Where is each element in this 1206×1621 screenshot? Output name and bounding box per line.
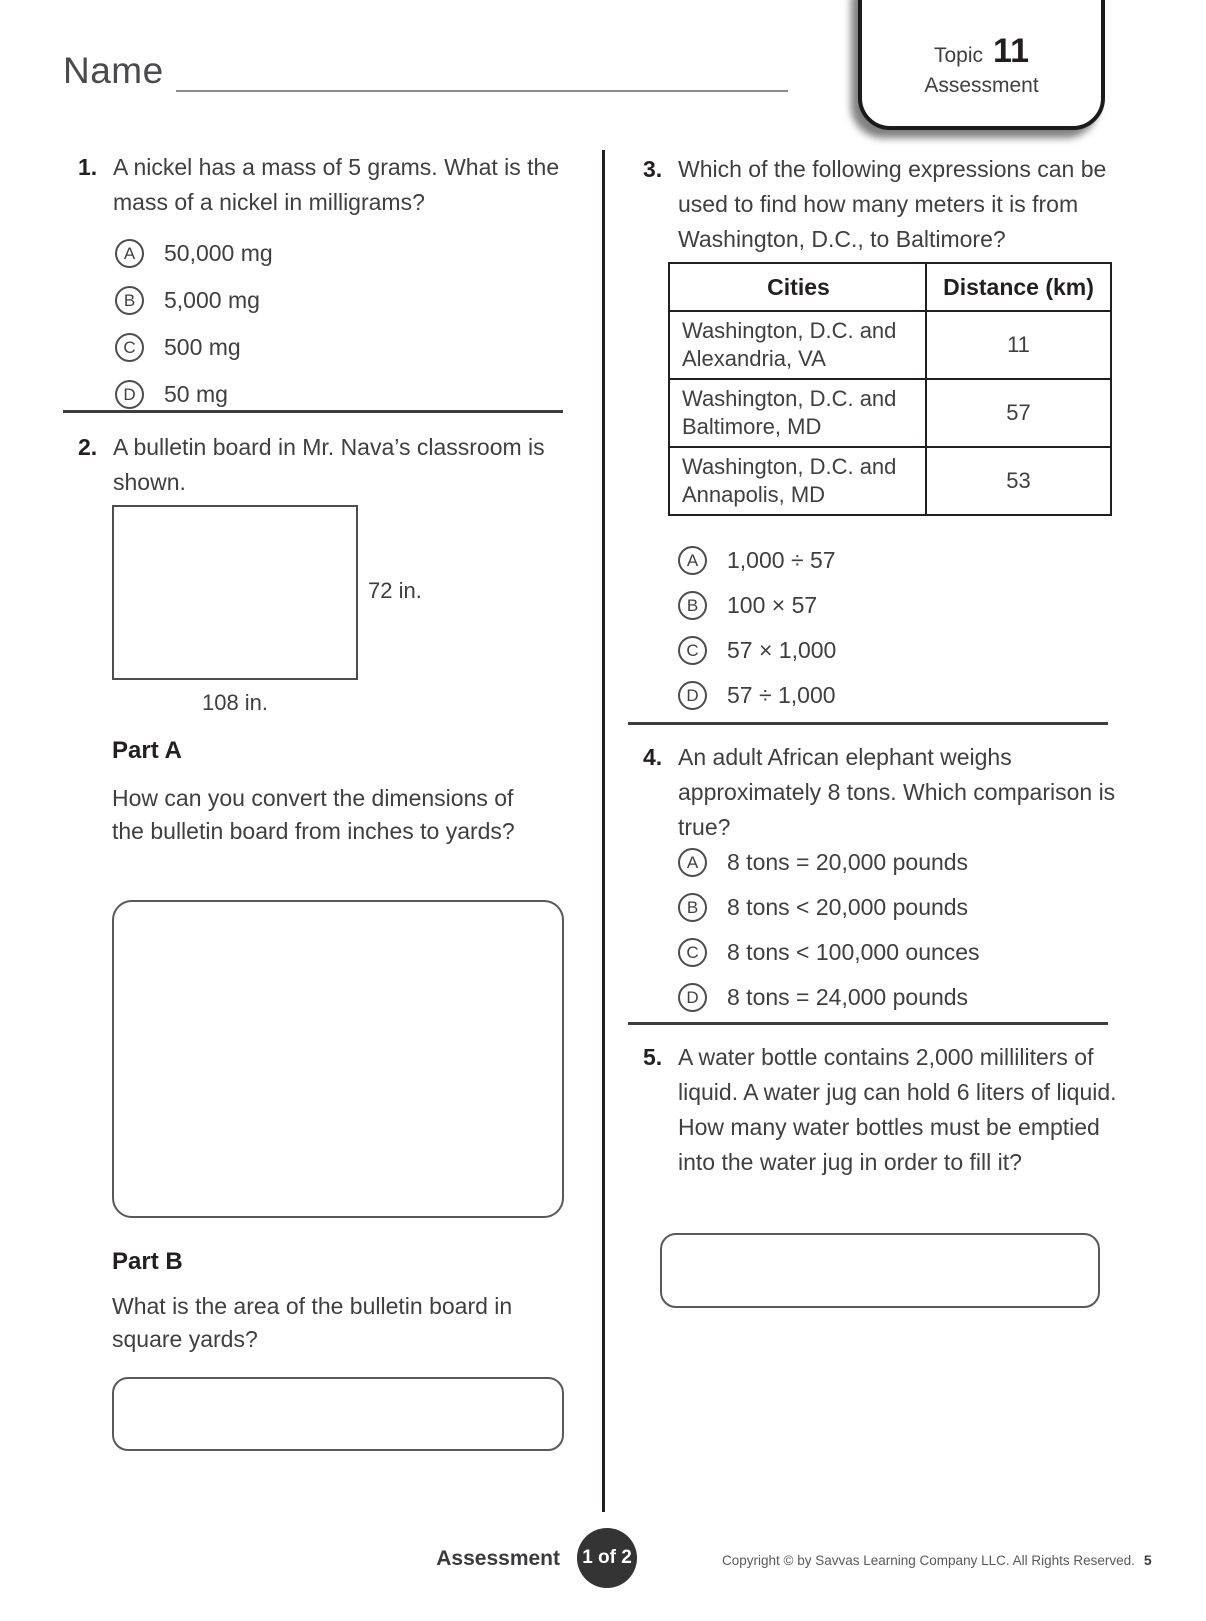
divider-q3-q4 [628, 722, 1108, 725]
table-row [669, 379, 1111, 447]
question-3-text: Which of the following expressions can be used to find how many meters it is from Washington, D.C., to Baltimore? [678, 156, 1107, 252]
choice-label: 50 mg [164, 381, 228, 407]
choice-bubble-icon[interactable]: C [678, 938, 707, 967]
name-label: Name [63, 50, 164, 91]
choice-bubble-icon[interactable]: B [678, 591, 707, 620]
q3-choice-a[interactable] [678, 538, 836, 583]
question-3 [643, 152, 1143, 257]
question-5-text: A water bottle contains 2,000 milliliters of liquid. A water jug can hold 6 liters of liquid. How many water bottles must be emptied into the water jug in order to fill it? [678, 1044, 1117, 1175]
topic-badge [858, 0, 1105, 130]
question-1-number: 1. [78, 154, 98, 180]
question-1-text: A nickel has a mass of 5 grams. What is the mass of a nickel in milligrams? [113, 154, 560, 215]
table-cell-cities: Washington, D.C. and Alexandria, VA [669, 311, 926, 379]
divider-q4-q5 [628, 1022, 1108, 1025]
choice-bubble-icon[interactable]: C [115, 333, 144, 362]
question-2-text: A bulletin board in Mr. Nava’s classroom is shown. [113, 434, 545, 495]
question-2 [78, 430, 578, 500]
part-a-title: Part A [112, 737, 182, 764]
table-row [669, 311, 1111, 379]
question-5 [643, 1040, 1148, 1180]
table-cell-cities: Washington, D.C. and Baltimore, MD [669, 379, 926, 447]
choice-label: 8 tons < 20,000 pounds [727, 894, 969, 920]
q4-choice-c[interactable] [678, 930, 980, 975]
table-cell-cities: Washington, D.C. and Annapolis, MD [669, 447, 926, 515]
question-5-number: 5. [643, 1044, 663, 1070]
q3-choice-d[interactable] [678, 673, 836, 718]
q4-choice-d[interactable] [678, 975, 980, 1020]
table-cell-distance: 53 [926, 447, 1111, 515]
question-2-number: 2. [78, 434, 98, 460]
choice-bubble-icon[interactable]: D [678, 681, 707, 710]
choice-label: 1,000 ÷ 57 [727, 547, 836, 573]
choice-label: 57 × 1,000 [727, 637, 837, 663]
topic-badge-row [934, 32, 1029, 71]
choice-label: 100 × 57 [727, 592, 818, 618]
question-4 [643, 740, 1148, 845]
choice-bubble-icon[interactable]: B [678, 893, 707, 922]
choice-bubble-icon[interactable]: B [115, 286, 144, 315]
table-cell-distance: 57 [926, 379, 1111, 447]
table-cell-distance: 11 [926, 311, 1111, 379]
question-1-choices [115, 230, 588, 418]
footer-assessment-label: Assessment [436, 1547, 560, 1570]
q3-choice-c[interactable] [678, 628, 836, 673]
choice-label: 8 tons = 20,000 pounds [727, 849, 969, 875]
choice-bubble-icon[interactable]: C [678, 636, 707, 665]
question-5-answer-box[interactable] [660, 1233, 1100, 1308]
copyright-text: Copyright © by Savvas Learning Company LLC. All Rights Reserved. [722, 1553, 1135, 1568]
figure-width-label: 108 in. [201, 690, 269, 715]
question-3-choices [678, 538, 836, 718]
question-3-number: 3. [643, 156, 663, 182]
choice-label: 57 ÷ 1,000 [727, 682, 836, 708]
page-badge-text: 1 of 2 [582, 1547, 632, 1568]
table-header-cities: Cities [669, 263, 926, 311]
topic-subtitle: Assessment [924, 74, 1039, 97]
q1-choice-a[interactable] [115, 230, 588, 277]
q4-choice-a[interactable] [678, 840, 980, 885]
question-4-number: 4. [643, 744, 663, 770]
part-b-prompt: What is the area of the bulletin board in square yards? [112, 1293, 513, 1352]
table-header-distance: Distance (km) [926, 263, 1111, 311]
distance-table [668, 262, 1112, 516]
choice-bubble-icon[interactable]: A [678, 848, 707, 877]
question-1 [78, 150, 588, 418]
topic-label: Topic [934, 44, 984, 67]
q1-choice-b[interactable] [115, 277, 588, 324]
copyright-line [722, 1552, 1152, 1568]
figure-height-label: 72 in. [368, 578, 422, 603]
page-badge [577, 1528, 637, 1588]
part-a-answer-box[interactable] [112, 900, 564, 1218]
choice-bubble-icon[interactable]: D [115, 380, 144, 409]
choice-label: 8 tons < 100,000 ounces [727, 939, 980, 965]
table-header-row [669, 263, 1111, 311]
choice-bubble-icon[interactable]: A [115, 239, 144, 268]
question-4-choices [678, 840, 980, 1020]
choice-label: 8 tons = 24,000 pounds [727, 984, 969, 1010]
choice-label: 5,000 mg [164, 287, 260, 313]
divider-q1-q2 [63, 410, 563, 413]
part-a-prompt: How can you convert the dimensions of the bulletin board from inches to yards? [112, 785, 515, 844]
table-row [669, 447, 1111, 515]
bulletin-board-figure [112, 505, 358, 680]
q1-choice-c[interactable] [115, 324, 588, 371]
choice-bubble-icon[interactable]: A [678, 546, 707, 575]
column-divider [602, 150, 605, 1512]
choice-label: 500 mg [164, 334, 241, 360]
q3-choice-b[interactable] [678, 583, 836, 628]
choice-bubble-icon[interactable]: D [678, 983, 707, 1012]
name-input-line[interactable] [176, 90, 788, 92]
part-b-answer-box[interactable] [112, 1377, 564, 1451]
topic-number: 11 [993, 32, 1029, 70]
question-4-text: An adult African elephant weighs approximately 8 tons. Which comparison is true? [678, 744, 1116, 840]
q4-choice-b[interactable] [678, 885, 980, 930]
choice-label: 50,000 mg [164, 240, 273, 266]
page-number: 5 [1143, 1552, 1152, 1568]
part-b-title: Part B [112, 1248, 183, 1275]
